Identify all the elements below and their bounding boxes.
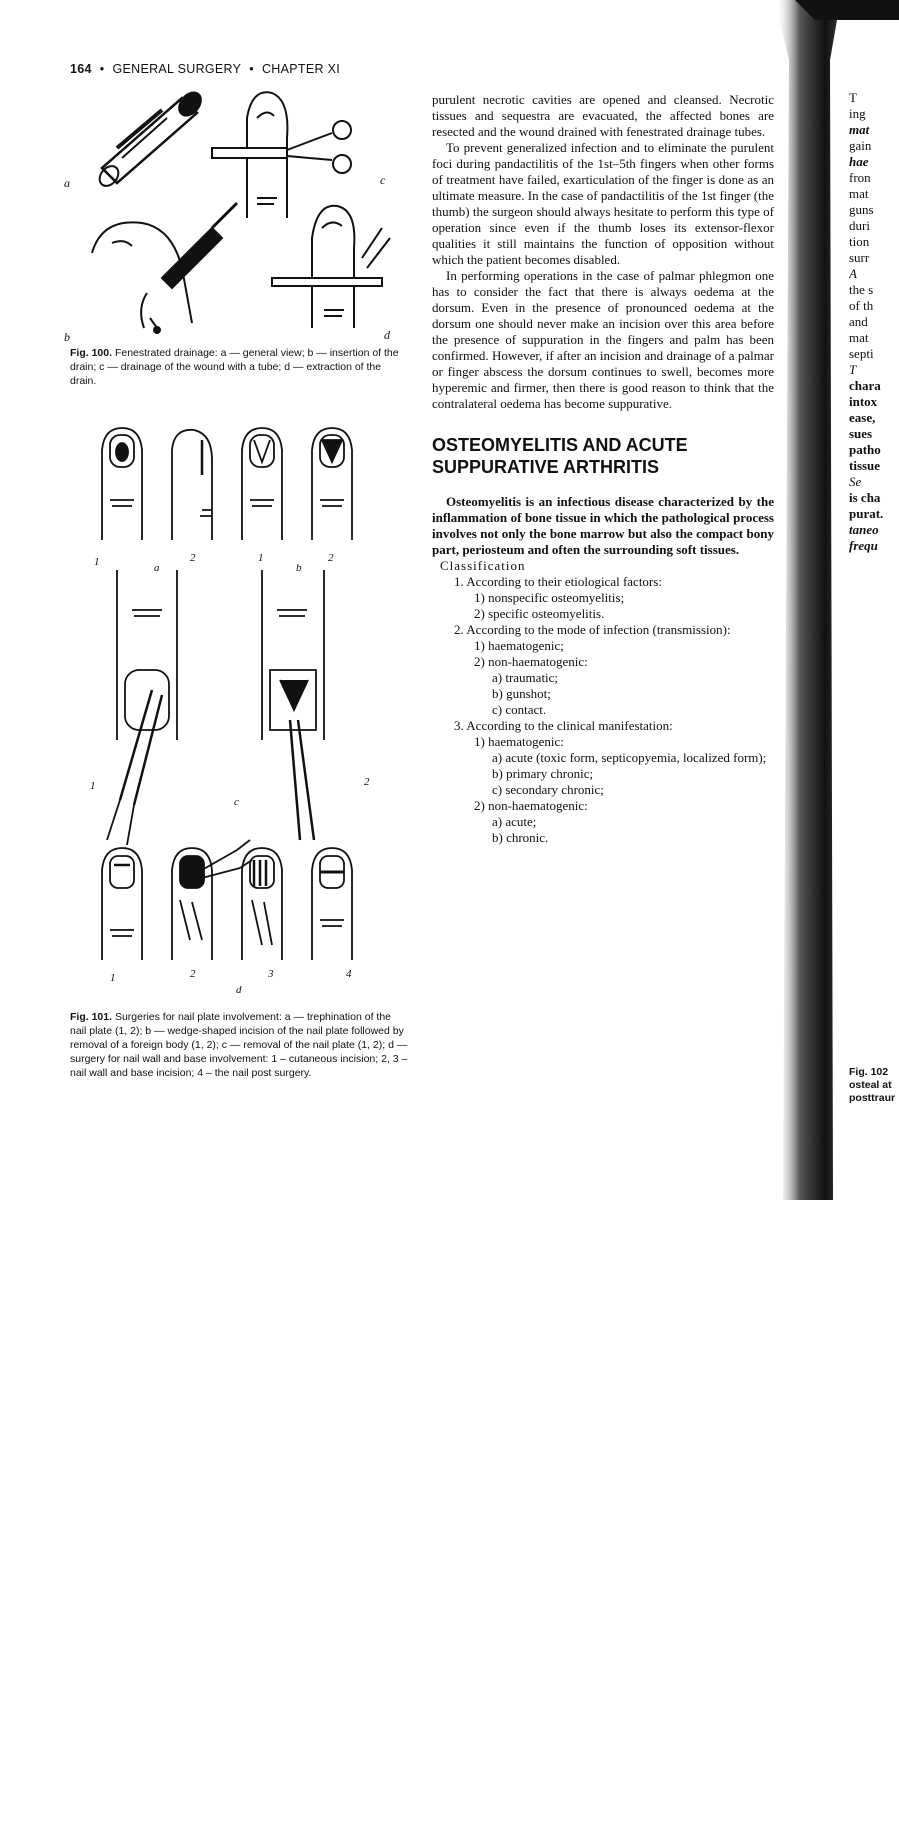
outline-item: 1) haematogenic:	[474, 734, 564, 749]
label-d1: 1	[110, 972, 116, 984]
finger-with-drain-extraction-d	[272, 206, 390, 328]
label-d4: 4	[346, 968, 352, 980]
outline-item: 3. According to the clinical manifestation:	[454, 718, 673, 733]
finger-d3	[242, 848, 282, 960]
text-fragment: mat	[849, 122, 870, 137]
text-fragment: is cha	[849, 490, 881, 505]
caption-text: Surgeries for nail plate involvement: a — trephination of the nail plate (1, 2); b — wedge-shaped incision of the nail plate followed by removal of a foreign body (1, 2); c — removal of the nail plate (1, 2); d — surgery for nail wall and base involvement: 1 – cutaneous incision; 2, 3 – nail wall and base incision; 4 – the nail post surgery.	[70, 1011, 408, 1079]
label-a2: 2	[190, 552, 196, 564]
paragraph: In performing operations in the case of palmar phlegmon one has to consider the fact that there is always oedema at the dorsum. Even in the presence of pronounced oedema at the dorsum one should never make an incision over this area before the presence of suppuration in the fingers and palm has been confirmed. However, if after an incision and drainage of a palmar or finger abscess the dorsum continues to swell, becomes more hyperemic and firmer, then there is good reason to think that the contralateral oedema has become suppurative.	[432, 268, 774, 411]
text-fragment: taneo	[849, 522, 879, 537]
finger-c1	[107, 570, 177, 845]
outline-item: b) gunshot;	[492, 686, 551, 701]
label-a1: 1	[94, 556, 100, 568]
book-title: GENERAL SURGERY	[112, 62, 242, 76]
figure-label: Fig. 101.	[70, 1011, 113, 1023]
outline-item: a) acute;	[492, 814, 537, 829]
text-fragment: patho	[849, 442, 881, 457]
text-fragment: gain	[849, 138, 872, 153]
fenestrated-drainage-illustration	[62, 78, 412, 338]
outline-item: 2. According to the mode of infection (transmission):	[454, 622, 731, 637]
label-d2: 2	[190, 968, 196, 980]
text-fragment: surr	[849, 250, 870, 265]
thumb-with-drain-insertion-b	[92, 203, 237, 333]
text-fragment: fron	[849, 170, 871, 185]
cropped-figure-102-caption	[849, 1066, 899, 1105]
text-fragment: septi	[849, 346, 874, 361]
text-fragment: ease,	[849, 410, 876, 425]
text-fragment: ing	[849, 106, 866, 121]
text-fragment: and	[849, 314, 868, 329]
outline-item: c) contact.	[492, 702, 547, 717]
outline-item: 1. According to their etiological factors:	[454, 574, 662, 589]
group-label-a: a	[154, 562, 160, 574]
page-number: 164	[70, 62, 92, 76]
panel-label-c: c	[380, 173, 386, 187]
finger-a2	[172, 430, 212, 540]
outline-item: b) chronic.	[492, 830, 549, 845]
classification-heading: Classification	[440, 558, 526, 573]
text-fragment: T	[849, 90, 857, 105]
group-label-b: b	[296, 562, 302, 574]
text-fragment: A	[849, 266, 857, 281]
finger-d1	[102, 848, 142, 960]
figure-100	[62, 78, 412, 344]
text-fragment: intox	[849, 394, 878, 409]
figure-101-caption	[70, 1010, 410, 1080]
caption-text: Fenestrated drainage: a — general view; b — insertion of the drain; c — drainage of the wound with a tube; d — extraction of the drain.	[70, 347, 399, 387]
label-b2: 2	[328, 552, 334, 564]
text-fragment: mat	[849, 186, 869, 201]
finger-d4	[312, 848, 352, 960]
paragraph: purulent necrotic cavities are opened and cleansed. Necrotic tissues and sequestra are evacuated, the affected bones are resected and the wound drained with fenestrated drainage tubes.	[432, 92, 774, 139]
main-text-column	[432, 92, 774, 846]
label-b1: 1	[258, 552, 264, 564]
nail-plate-surgeries-illustration	[62, 420, 412, 980]
header-separator: •	[249, 62, 254, 76]
outline-item: 2) non-haematogenic:	[474, 654, 588, 669]
chapter-title: CHAPTER XI	[261, 62, 340, 76]
text-fragment: duri	[849, 218, 870, 233]
figure-label: Fig. 100.	[70, 347, 113, 359]
caption-fragment: posttraur	[849, 1092, 896, 1104]
label-d3: 3	[268, 968, 274, 980]
outline-item: 1) nonspecific osteomyelitis;	[474, 590, 625, 605]
paragraph: To prevent generalized infection and to eliminate the purulent foci during pandactilitis of the 1st–5th fingers when other forms of treatment have failed, exarticulation of the finger is done as an ultimate measure. In the case of pandactilitis of the 1st finger (the thumb) the surgeon should always hesitate to perform this type of operation since even if the thumb loses its extensor-flexor qualities it still maintains the function of opposition without which the patient becomes disabled.	[432, 140, 774, 267]
outline-item: b) primary chronic;	[492, 766, 594, 781]
outline-item: c) secondary chronic;	[492, 782, 604, 797]
label-c1: 1	[90, 780, 96, 792]
text-fragment: of th	[849, 298, 874, 313]
finger-d2	[172, 840, 252, 960]
text-fragment: Se	[849, 474, 862, 489]
finger-b2	[312, 428, 352, 540]
text-fragment: frequ	[849, 538, 878, 553]
text-fragment: tissue	[849, 458, 881, 473]
figure-101	[62, 420, 412, 984]
outline-item: 2) specific osteomyelitis.	[474, 606, 605, 621]
caption-fragment: Fig. 102	[849, 1066, 889, 1078]
finger-b1	[242, 428, 282, 540]
panel-label-d: d	[384, 328, 390, 342]
panel-label-b: b	[64, 330, 70, 344]
group-label-d: d	[236, 984, 242, 996]
definition-paragraph: Osteomyelitis is an infectious disease characterized by the inflammation of bone tissue in which the pathological process involves not only the bone marrow but also the compact bony part, periosteum and often the surrounding soft tissues.	[432, 494, 774, 557]
text-fragment: mat	[849, 330, 869, 345]
outline-item: 2) non-haematogenic:	[474, 798, 588, 813]
text-fragment: guns	[849, 202, 874, 217]
finger-c2	[262, 570, 324, 840]
outline-item: a) traumatic;	[492, 670, 559, 685]
panel-label-a: a	[64, 176, 70, 190]
drain-tube-general-view	[96, 88, 205, 189]
text-fragment: chara	[849, 378, 881, 393]
section-title: OSTEOMYELITIS AND ACUTE SUPPURATIVE ARTHRITIS	[432, 435, 688, 477]
caption-fragment: osteal at	[849, 1079, 892, 1091]
figure-100-caption	[70, 346, 410, 388]
classification-outline	[432, 574, 774, 846]
outline-item: a) acute (toxic form, septicopyemia, localized form);	[492, 750, 767, 765]
group-label-c: c	[234, 796, 239, 808]
finger-with-tube-c	[212, 92, 351, 218]
text-fragment: tion	[849, 234, 870, 249]
label-c2: 2	[364, 776, 370, 788]
cropped-next-column	[849, 90, 899, 554]
running-header	[70, 62, 340, 76]
text-fragment: hae	[849, 154, 869, 169]
outline-item: 1) haematogenic;	[474, 638, 564, 653]
finger-a1	[102, 428, 142, 540]
text-fragment: purat.	[849, 506, 884, 521]
header-separator: •	[99, 62, 105, 76]
text-fragment: sues	[849, 426, 873, 441]
text-fragment: the s	[849, 282, 874, 297]
text-fragment: T	[849, 362, 857, 377]
